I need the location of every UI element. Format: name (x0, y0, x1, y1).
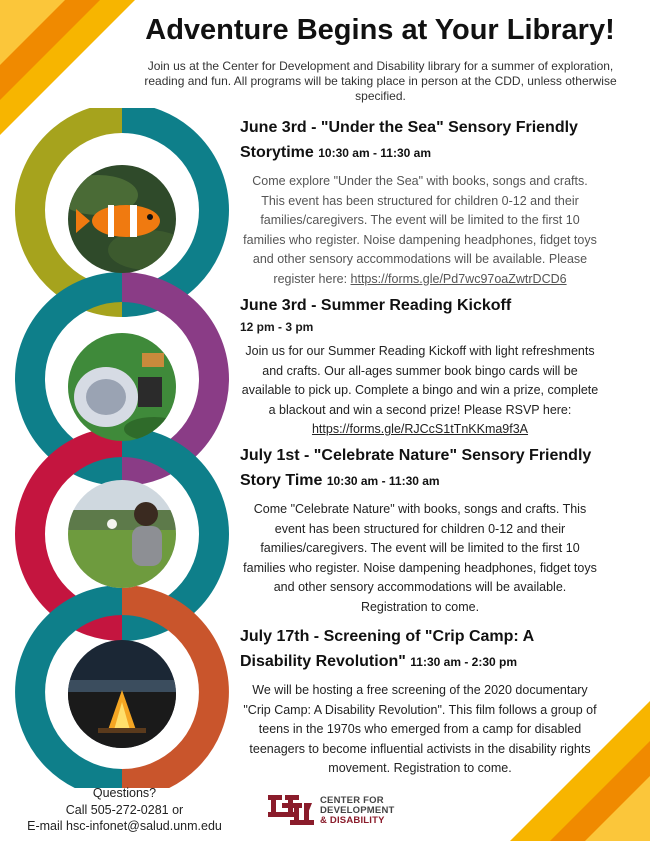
rsvp-link[interactable]: https://forms.gle/RJCcS1tTnKKma9f3A (311, 422, 529, 436)
event-title: July 1st - "Celebrate Nature" Sensory Friendly Story Time 10:30 am - 11:30 am (240, 447, 592, 489)
campfire-photo (68, 640, 176, 748)
event-title: June 3rd - "Under the Sea" Sensory Friendly Storytime 10:30 am - 11:30 am (240, 119, 578, 161)
event-time: 10:30 am - 11:30 am (318, 146, 431, 160)
event-description: Join us for our Summer Reading Kickoff with light refreshments and crafts. Our all-ages summer book bingo cards will be available to pick up. Complete a bingo and win a prize, complete a blackout and win a second prize! Please RSVP here: https://forms.gle/RJCcS1tTnKKma9f3A (241, 344, 599, 436)
event-description: Come "Celebrate Nature" with books, songs and crafts. This event has been structured for children 0-12 and their families/caregivers. The event will be limited to the first 10 families who register. Noise dampening headphones, fidget toys and other sensory accommodations will be available. Registration to come. (243, 502, 597, 614)
event-under-the-sea (240, 115, 600, 289)
contact-info (12, 785, 237, 835)
event-time: 11:30 am - 2:30 pm (410, 655, 518, 669)
reading-outdoors-photo (68, 333, 176, 441)
event-description: We will be hosting a free screening of the 2020 documentary "Crip Camp: A Disability Revolution". This film follows a group of teens in the 1970s who emerged from a camp for disabled teenagers to become influential activists in the disability rights movement. Registration to come. (243, 683, 597, 775)
page-title: Adventure Begins at Your Library! (145, 14, 615, 46)
register-link[interactable]: https://forms.gle/Pd7wc97oaZwtrDCD6 (350, 271, 567, 286)
event-description: Come explore "Under the Sea" with books, songs and crafts. This event has been structured for children 0-12 and their families/caregivers. The event will be limited to the first 10 families who register. Noise dampening headphones, fidget toys and other sensory accommodations will be available. Please register here: https://forms.gle/Pd7wc97oaZwtrDCD6 (243, 174, 597, 286)
cdd-logo-text: CENTER FOR DEVELOPMENT & DISABILITY (320, 795, 395, 826)
contact-email: E-mail hsc-infonet@salud.unm.edu (27, 819, 222, 833)
event-crip-camp-screening (240, 624, 600, 779)
event-celebrate-nature (240, 443, 600, 617)
event-title: June 3rd - Summer Reading Kickoff (240, 297, 512, 314)
contact-phone: Call 505-272-0281 or (65, 802, 184, 817)
contact-heading: Questions? (92, 786, 157, 800)
event-time: 12 pm - 3 pm (240, 320, 314, 334)
event-summer-reading-kickoff (240, 293, 600, 440)
child-blowing-dandelion-photo (68, 480, 176, 588)
intro-text: Join us at the Center for Development and Disability library for a summer of exploration, reading and fun. All programs will be taking place in person at the CDD, unless otherwise specified. (144, 59, 617, 103)
event-time: 10:30 am - 11:30 am (326, 474, 440, 488)
event-title: July 17th - Screening of "Crip Camp: A Disability Revolution" 11:30 am - 2:30 pm (240, 628, 534, 670)
clownfish-photo (68, 165, 176, 273)
